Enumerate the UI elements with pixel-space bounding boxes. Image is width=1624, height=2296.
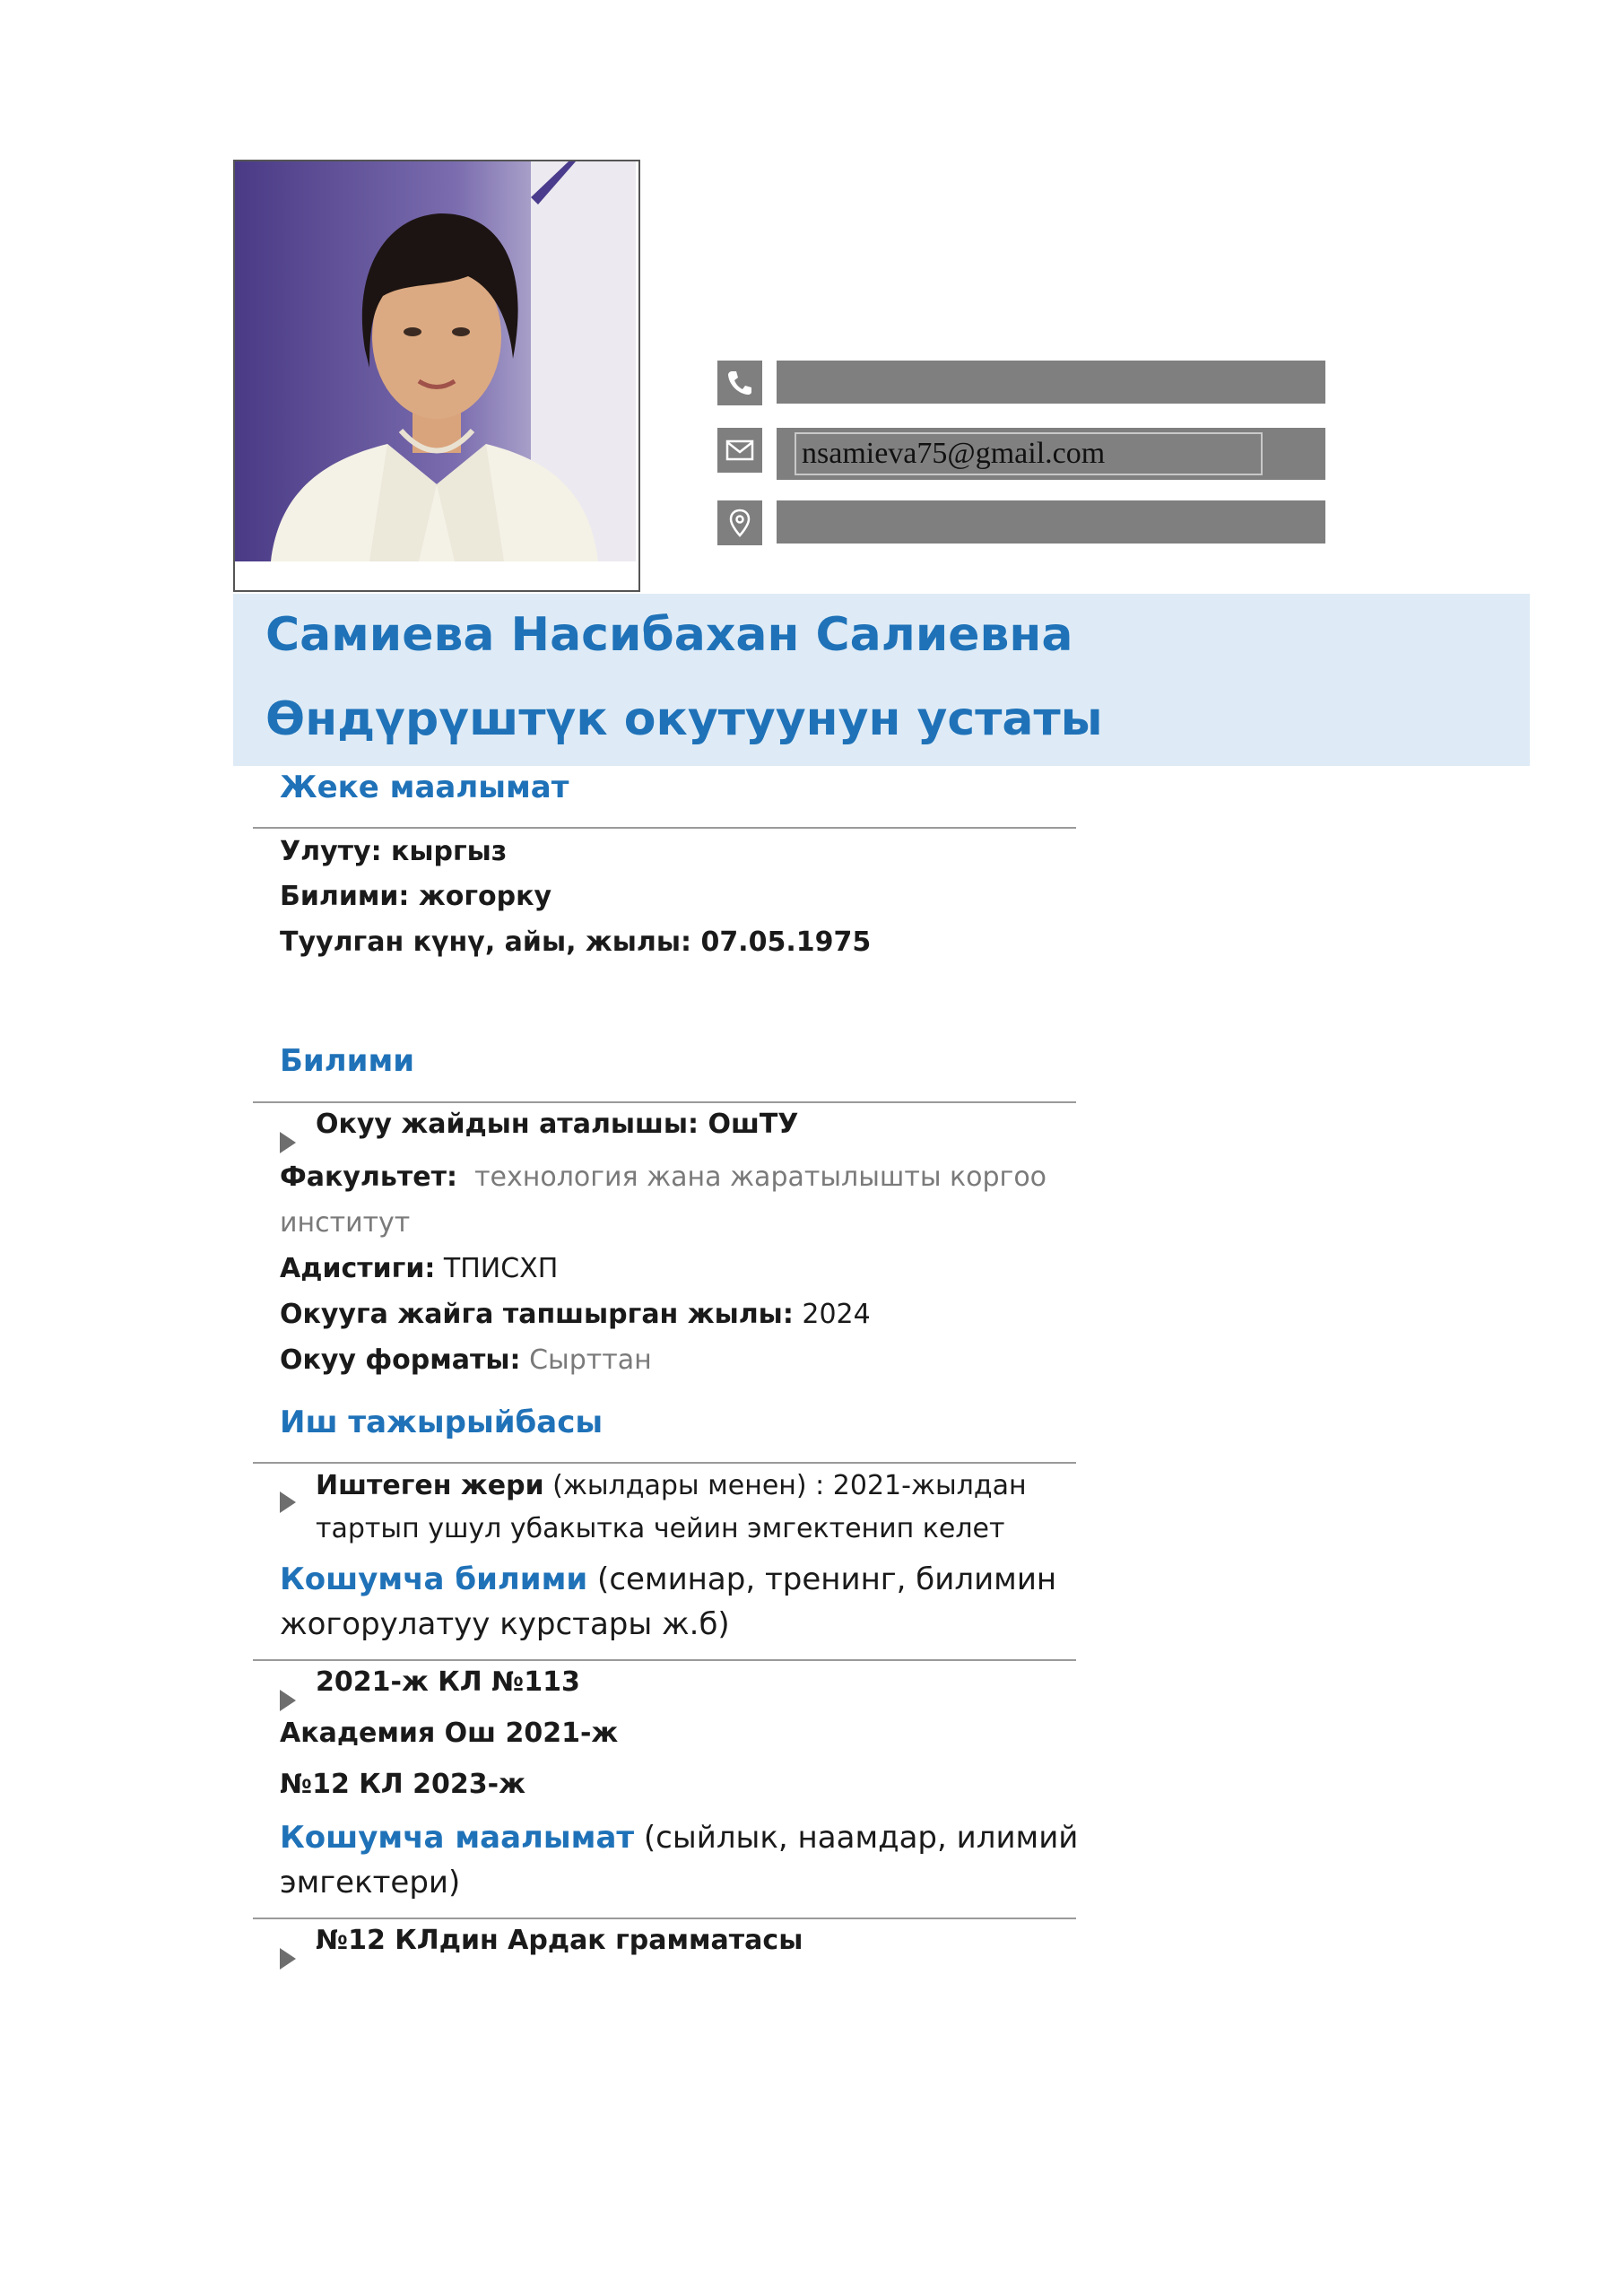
bullet-triangle-icon [280,1132,296,1153]
section-divider [253,827,1076,829]
section-title-education: Билими [280,1043,415,1079]
award-item: №12 КЛдин Ардак грамматасы [316,1925,803,1956]
additional-education-heading [280,1557,1056,1602]
bullet-triangle-icon [280,1948,296,1970]
workplace-label: Иштеген жери [316,1470,544,1501]
phone-icon [717,361,762,405]
study-format-value: Сырттан [529,1344,652,1376]
additional-info-subtitle-cont: эмгектери) [280,1865,461,1900]
faculty-value: технология жана жаратылышты коргоо [474,1161,1047,1193]
additional-info-heading [280,1815,1078,1860]
study-format-label: Окуу форматы: [280,1344,521,1376]
additional-info-subtitle: (сыйлык, наамдар, илимий [634,1820,1079,1856]
specialty-line [280,1247,558,1292]
email-value[interactable]: nsamieva75@gmail.com [795,432,1263,475]
faculty-line [280,1155,1046,1200]
course-item: 2021-ж КЛ №113 [316,1666,580,1698]
section-title-experience: Иш тажырыйбасы [280,1405,604,1440]
birth-date: Туулган күнү, айы, жылы: 07.05.1975 [280,926,872,958]
location-pin-icon [717,500,762,545]
study-format-line [280,1338,652,1383]
additional-info-title: Кошумча маалымат [280,1820,635,1856]
admission-year-line [280,1292,871,1337]
nationality: Улуту: кыргыз [280,836,508,867]
address-value-bar [777,500,1325,544]
workplace-years: (жылдары менен) : 2021-жылдан [543,1470,1027,1501]
course-item: Академия Ош 2021-ж [280,1718,619,1749]
phone-value-bar [777,361,1325,404]
section-title-personal: Жеке маалымат [280,770,569,805]
specialty-value: ТПИСХП [443,1253,559,1284]
faculty-value-cont: институт [280,1207,411,1239]
institution: Окуу жайдын аталышы: ОшТУ [316,1109,799,1140]
admission-year-label: Окууга жайга тапшырган жылы: [280,1299,794,1330]
education-level: Билими: жогорку [280,881,552,912]
workplace-cont: тартып ушул убакытка чейин эмгектенип келет [316,1513,1005,1544]
specialty-label: Адистиги: [280,1253,436,1284]
additional-education-subtitle: (семинар, тренинг, билимин [587,1561,1057,1597]
course-item: №12 КЛ 2023-ж [280,1769,525,1800]
profile-photo [235,161,636,561]
additional-education-subtitle-cont: жогорулатуу курстары ж.б) [280,1606,730,1642]
additional-education-title: Кошумча билими [280,1561,588,1597]
faculty-label: Факультет: [280,1161,457,1193]
workplace-line [316,1464,1027,1509]
person-name: Самиева Насибахан Салиевна [265,608,1073,662]
bullet-triangle-icon [280,1492,296,1513]
bullet-triangle-icon [280,1690,296,1711]
mail-icon [717,428,762,473]
admission-year-value: 2024 [802,1299,871,1330]
person-role: Өндүрүштүк окутуунун устаты [265,692,1103,746]
